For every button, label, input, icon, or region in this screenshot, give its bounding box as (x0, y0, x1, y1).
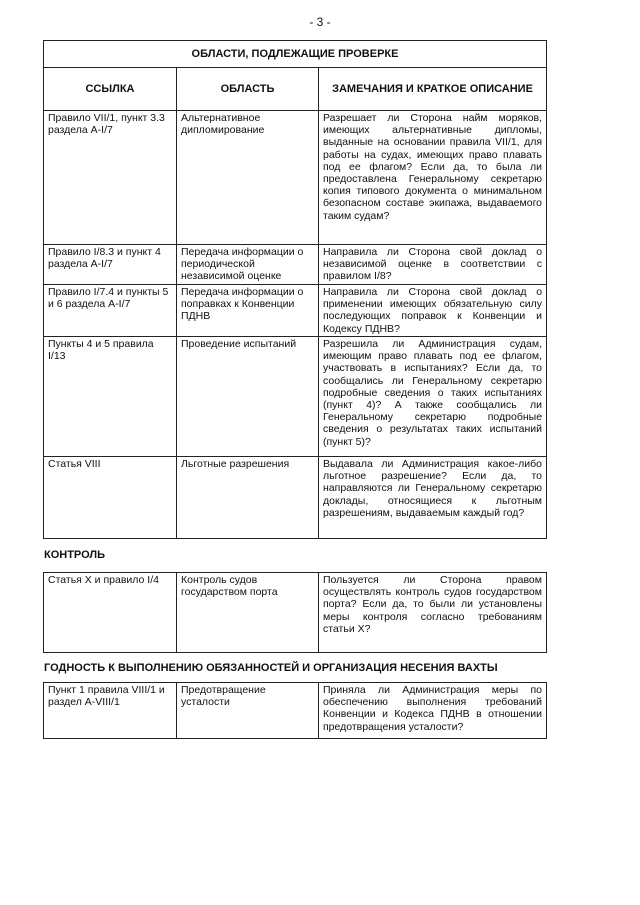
section-title-fitness: ГОДНОСТЬ К ВЫПОЛНЕНИЮ ОБЯЗАННОСТЕЙ И ОРГАНИЗАЦИЯ НЕСЕНИЯ ВАХТЫ (44, 662, 498, 674)
control-table (43, 572, 547, 653)
reference-cell: Правило VII/1, пункт 3.3 раздела A-I/7 (44, 111, 177, 245)
notes-cell: Разрешает ли Сторона найм моряков, имеющих альтернативные дипломы, выданные на основании правила VII/1, для работы на судах, имеющих право плавать под ее флагом? Если да, то была ли предоставлена Генеральному секретарю копия типового документа о минимальном безопасном составе экипажа, выдаваемого таким судам? (319, 111, 547, 245)
notes-cell: Выдавала ли Администрация какое-либо льготное разрешение? Если да, то направляются ли Генеральному секретарю доклады, относящиеся к льготным разрешениям, выдаваемым каждый год? (319, 457, 547, 539)
notes-cell: Пользуется ли Сторона правом осуществлять контроль судов государством порта? Если да, то были ли установлены меры контроля согласно требованиям статьи X? (319, 573, 547, 653)
fitness-table (43, 682, 547, 739)
table-row (44, 245, 547, 285)
area-cell: Проведение испытаний (177, 337, 319, 457)
table-row (44, 457, 547, 539)
area-cell: Контроль судов государством порта (177, 573, 319, 653)
areas-table (43, 40, 547, 539)
area-cell: Льготные разрешения (177, 457, 319, 539)
reference-cell: Пункт 1 правила VIII/1 и раздел A-VIII/1 (44, 683, 177, 739)
reference-cell: Правило I/7.4 и пункты 5 и 6 раздела A-I/7 (44, 285, 177, 337)
notes-cell: Разрешила ли Администрация судам, имеющим право плавать под ее флагом, участвовать в испытаниях? Если да, то сообщались ли Генеральному секретарю подробные сведения о таких испытаниях (пункт 4)? А также сообщались ли Генеральному секретарю подробные сведения о результатах таких испытаний (пункт 5)? (319, 337, 547, 457)
column-header-notes: ЗАМЕЧАНИЯ И КРАТКОЕ ОПИСАНИЕ (319, 68, 547, 111)
table-row (44, 573, 547, 653)
table-row (44, 285, 547, 337)
reference-cell: Правило I/8.3 и пункт 4 раздела A-I/7 (44, 245, 177, 285)
page-number: - 3 - (309, 15, 331, 29)
table-row (44, 337, 547, 457)
area-cell: Альтернативное дипломирование (177, 111, 319, 245)
notes-cell: Направила ли Сторона свой доклад о независимой оценке в соответствии с правилом I/8? (319, 245, 547, 285)
section-title-control: КОНТРОЛЬ (44, 549, 106, 561)
area-cell: Передача информации о периодической независимой оценке (177, 245, 319, 285)
table-title: ОБЛАСТИ, ПОДЛЕЖАЩИЕ ПРОВЕРКЕ (44, 41, 547, 68)
reference-cell: Статья X и правило I/4 (44, 573, 177, 653)
table-row (44, 683, 547, 739)
notes-cell: Приняла ли Администрация меры по обеспечению выполнения требований Конвенции и Кодекса ПДНВ в отношении предотвращения усталости? (319, 683, 547, 739)
reference-cell: Статья VIII (44, 457, 177, 539)
area-cell: Передача информации о поправках к Конвенции ПДНВ (177, 285, 319, 337)
notes-cell: Направила ли Сторона свой доклад о применении имеющих обязательную силу последующих поправок к Конвенции и Кодексу ПДНВ? (319, 285, 547, 337)
column-header-area: ОБЛАСТЬ (177, 68, 319, 111)
reference-cell: Пункты 4 и 5 правила I/13 (44, 337, 177, 457)
area-cell: Предотвращение усталости (177, 683, 319, 739)
column-header-reference: ССЫЛКА (44, 68, 177, 111)
table-row (44, 111, 547, 245)
